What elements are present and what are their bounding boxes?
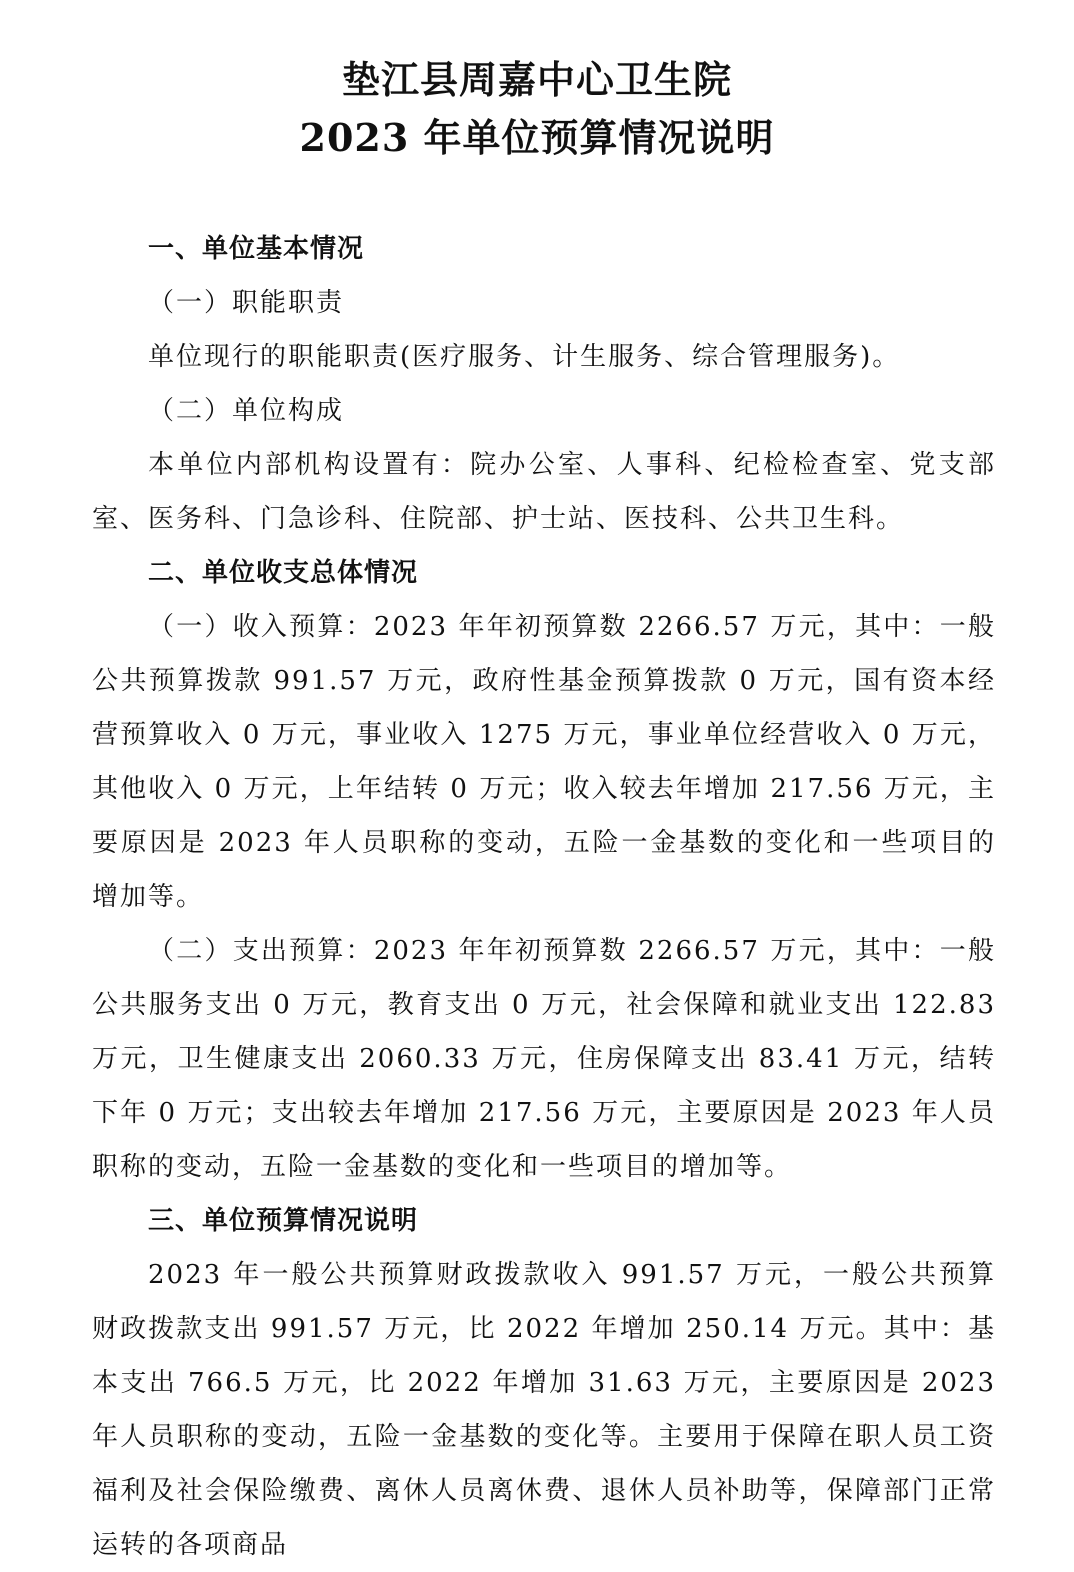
- document-title-line2: 2023 年单位预算情况说明: [299, 115, 775, 160]
- section-heading-budget: 三、单位预算情况说明: [148, 1206, 419, 1236]
- document-body: [92, 222, 996, 1572]
- section-heading-overall: 二、单位收支总体情况: [148, 558, 419, 588]
- subheading-structure: （二）单位构成: [148, 396, 345, 426]
- document-title-line1: 垫江县周嘉中心卫生院: [341, 57, 732, 102]
- paragraph-structure: 本单位内部机构设置有：院办公室、人事科、纪检检查室、党支部室、医务科、门急诊科、住院部、护士站、医技科、公共卫生科。: [92, 450, 996, 534]
- paragraph-functions: 单位现行的职能职责(医疗服务、计生服务、综合管理服务)。: [148, 342, 901, 372]
- section-heading-basic: 一、单位基本情况: [148, 234, 365, 264]
- subheading-functions: （一）职能职责: [148, 288, 345, 318]
- paragraph-income-budget: （一）收入预算：2023 年年初预算数 2266.57 万元，其中：一般公共预算拨款 991.57 万元，政府性基金预算拨款 0 万元，国有资本经营预算收入 0 万元，事业收入 1275 万元，事业单位经营收入 0 万元，其他收入 0 万元，上年结转 0 万元；收入较去年增加 217.56 万元，主要原因是 2023 年人员职称的变动，五险一金基数的变化和一些项目的增加等。: [92, 612, 996, 912]
- paragraph-expenditure-budget: （二）支出预算：2023 年年初预算数 2266.57 万元，其中：一般公共服务支出 0 万元，教育支出 0 万元，社会保障和就业支出 122.83 万元，卫生健康支出 2060.33 万元，住房保障支出 83.41 万元，结转下年 0 万元；支出较去年增加 217.56 万元，主要原因是 2023 年人员职称的变动，五险一金基数的变化和一些项目的增加等。: [92, 936, 996, 1182]
- paragraph-budget-details: 2023 年一般公共预算财政拨款收入 991.57 万元，一般公共预算财政拨款支出 991.57 万元，比 2022 年增加 250.14 万元。其中：基本支出 766.5 万元，比 2022 年增加 31.63 万元，主要原因是 2023 年人员职称的变动，五险一金基数的变化等。主要用于保障在职人员工资福利及社会保险缴费、离休人员离休费、退休人员补助等，保障部门正常运转的各项商品: [92, 1260, 996, 1560]
